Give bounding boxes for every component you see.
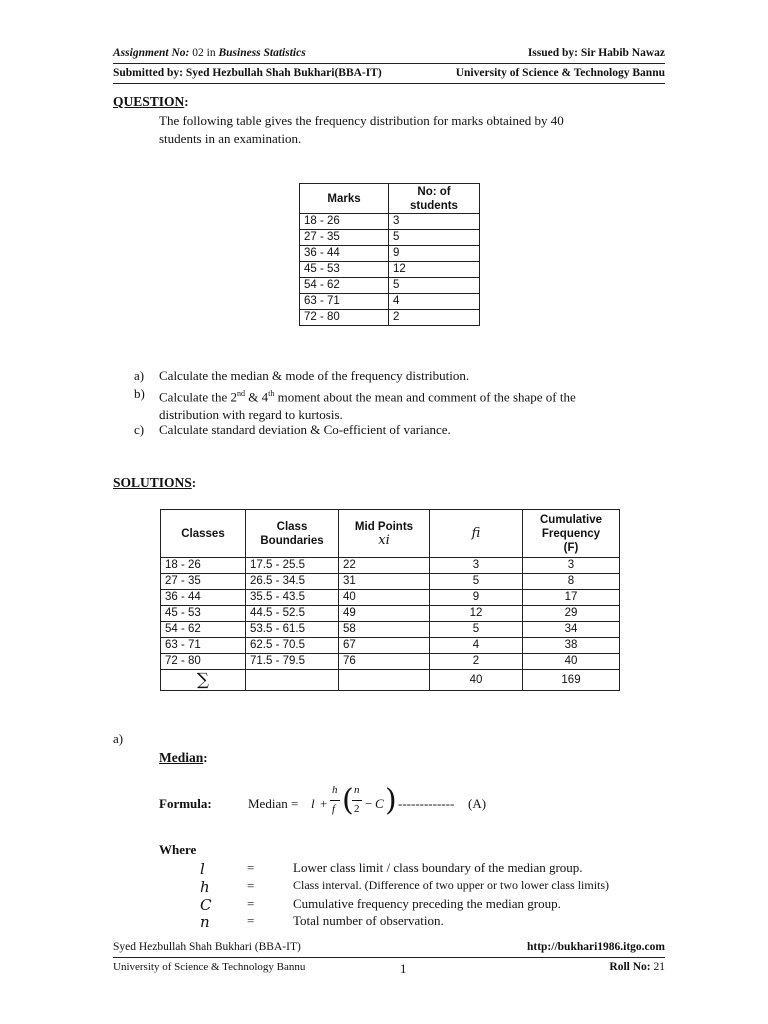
question-heading: QUESTION — [113, 94, 185, 109]
sum-row — [161, 670, 620, 691]
formula-l: l — [311, 796, 315, 811]
table-row: 72 - 80 71.5 - 79.5 76 2 40 — [161, 654, 620, 670]
footer-row-2 — [113, 961, 665, 977]
table-row — [300, 294, 480, 310]
part-a-label: a) — [134, 368, 145, 383]
sum-cf: 169 — [523, 670, 620, 691]
formula-tag: (A) — [468, 796, 487, 811]
sum-fi: 40 — [430, 670, 523, 691]
question-part-c — [134, 421, 654, 439]
where-row-l — [200, 860, 670, 878]
formula-C: C — [375, 796, 384, 811]
median-heading: Median — [159, 750, 204, 765]
definition-n: Total number of observation. — [293, 913, 444, 928]
sum-symbol: ∑ — [161, 670, 246, 691]
formula-lhs: Median = — [248, 796, 299, 811]
marks-cell: 72 - 80 — [300, 310, 389, 326]
submitted-by: Submitted by: Syed Hezbullah Shah Bukhari(BBA-IT) — [113, 67, 382, 79]
part-b-label: b) — [134, 386, 145, 401]
median-heading-wrap: Median: — [159, 750, 208, 765]
solutions-heading: SOLUTIONS — [113, 475, 192, 490]
marks-cell: 27 - 35 — [300, 230, 389, 246]
table-row — [300, 278, 480, 294]
solutions-colon: : — [191, 475, 197, 490]
equals-sign: = — [247, 878, 255, 893]
formula-dashes: ------------- — [398, 796, 455, 811]
definition-h: Class interval. (Difference of two upper or two lower class limits) — [293, 878, 610, 892]
formula-label: Formula: — [159, 796, 212, 811]
marks-cell: 36 - 44 — [300, 246, 389, 262]
header-row-2 — [113, 67, 665, 84]
table-row: 45 - 53 44.5 - 52.5 49 12 29 — [161, 606, 620, 622]
definition-C: Cumulative frequency preceding the median group. — [293, 896, 561, 911]
assignment-number: 02 — [192, 47, 204, 59]
students-cell: 4 — [389, 294, 480, 310]
formula-frac-line — [330, 800, 340, 801]
students-cell: 3 — [389, 214, 480, 230]
marks-table-header — [300, 184, 480, 214]
formula-h: h — [332, 784, 338, 796]
question-intro-line-1: The following table gives the frequency distribution for marks obtained by 40 — [159, 113, 564, 128]
table-row: 18 - 26 17.5 - 25.5 22 3 3 — [161, 558, 620, 574]
table-row: 54 - 62 53.5 - 61.5 58 5 34 — [161, 622, 620, 638]
classes-header: Classes — [161, 510, 246, 558]
symbol-h: h — [200, 878, 210, 896]
assignment-in: in — [206, 47, 216, 59]
formula-frac-line-2 — [352, 800, 362, 801]
fi-header: fi — [430, 510, 523, 558]
part-c-label: c) — [134, 422, 145, 437]
symbol-l: l — [200, 860, 205, 878]
issued-by: Issued by: Sir Habib Nawaz — [527, 47, 665, 59]
cumulative-header: Cumulative Frequency (F) — [523, 510, 620, 558]
table-row — [300, 246, 480, 262]
footer-url[interactable]: http://bukhari1986.itgo.com — [526, 941, 665, 953]
marks-cell: 18 - 26 — [300, 214, 389, 230]
where-label: Where — [159, 842, 197, 857]
equals-sign: = — [247, 913, 255, 928]
midpoints-header: Mid Points xi — [339, 510, 430, 558]
part-a-solution-label: a) — [113, 731, 124, 746]
marks-table — [299, 183, 480, 326]
table-row — [300, 262, 480, 278]
formula-n: n — [354, 784, 360, 796]
table-row — [300, 214, 480, 230]
question-intro — [159, 112, 564, 148]
page-number: 1 — [400, 961, 407, 976]
header-university: University of Science & Technology Bannu — [455, 67, 665, 79]
students-cell: 5 — [389, 230, 480, 246]
marks-column-header: Marks — [300, 184, 389, 214]
boundaries-header: Class Boundaries — [246, 510, 339, 558]
header-row-1 — [113, 47, 665, 64]
formula-2: 2 — [354, 803, 360, 815]
median-formula — [248, 780, 508, 824]
marks-cell: 45 - 53 — [300, 262, 389, 278]
table-row — [300, 310, 480, 326]
where-row-h — [200, 878, 670, 896]
symbol-n: n — [200, 913, 210, 931]
students-cell: 2 — [389, 310, 480, 326]
definition-l: Lower class limit / class boundary of the median group. — [293, 860, 583, 875]
footer-university: University of Science & Technology Bannu — [113, 961, 306, 973]
table-row: 36 - 44 35.5 - 43.5 40 9 17 — [161, 590, 620, 606]
question-intro-line-2: students in an examination. — [159, 131, 302, 146]
solutions-heading-wrap — [113, 475, 196, 491]
part-c-text: Calculate standard deviation & Co-efficient of variance. — [159, 422, 451, 437]
roll-label: Roll No: — [609, 961, 651, 973]
part-b-text: Calculate the 2nd & 4th moment about the mean and comment of the shape of the distribution with regard to kurtosis. — [159, 389, 576, 423]
question-heading-wrap — [113, 94, 189, 110]
formula-plus: + — [320, 796, 328, 811]
marks-cell: 63 - 71 — [300, 294, 389, 310]
students-cell: 5 — [389, 278, 480, 294]
equals-sign: = — [247, 896, 255, 911]
formula-lparen: ( — [342, 783, 354, 818]
marks-cell: 54 - 62 — [300, 278, 389, 294]
students-column-header: No: of students — [389, 184, 480, 214]
part-a-text: Calculate the median & mode of the frequency distribution. — [159, 368, 470, 383]
assignment-label: Assignment No: — [113, 47, 190, 59]
students-cell: 9 — [389, 246, 480, 262]
where-row-n — [200, 913, 670, 931]
students-cell: 12 — [389, 262, 480, 278]
where-row-C — [200, 896, 670, 914]
question-colon: : — [184, 94, 189, 109]
solutions-table-header — [161, 510, 620, 558]
table-row — [300, 230, 480, 246]
table-row: 63 - 71 62.5 - 70.5 67 4 38 — [161, 638, 620, 654]
question-part-a — [134, 367, 654, 385]
symbol-C: C — [200, 896, 212, 914]
table-row: 27 - 35 26.5 - 34.5 31 5 8 — [161, 574, 620, 590]
formula-minus: − — [365, 796, 373, 811]
footer-author: Syed Hezbullah Shah Bukhari (BBA-IT) — [113, 941, 301, 953]
formula-f: f — [332, 803, 336, 815]
solutions-table — [160, 509, 620, 691]
roll-number: 21 — [653, 961, 665, 973]
formula-rparen: ) — [385, 783, 397, 818]
subject-name: Business Statistics — [218, 47, 306, 59]
equals-sign: = — [247, 860, 255, 875]
footer-row-1 — [113, 941, 665, 958]
question-part-b — [134, 385, 654, 421]
